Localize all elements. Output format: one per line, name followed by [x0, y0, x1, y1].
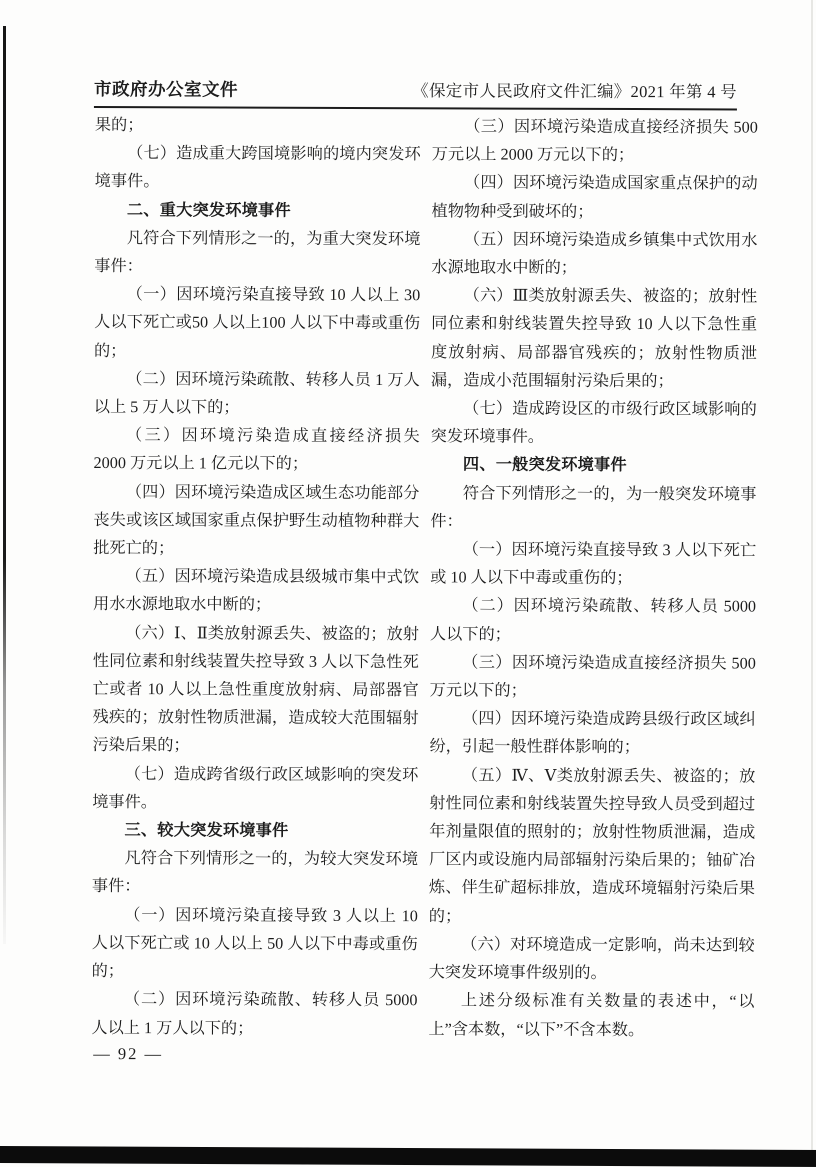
paragraph: （一）因环境污染直接导致 3 人以上 10 人以下死亡或 10 人以上 50 人以下中毒或重伤的；: [91, 905, 418, 981]
paragraph: （五）因环境污染造成乡镇集中式饮用水水源地取水中断的；: [431, 230, 758, 277]
bottom-scan-band: [0, 1146, 816, 1167]
paragraph: （二）因环境污染疏散、转移人员 5000 人以上 1 万人以下的；: [91, 990, 418, 1038]
paragraph: （三）因环境污染造成直接经济损失 2000 万元以上 1 亿元以下的；: [93, 426, 420, 474]
paragraph: （六）Ⅰ、Ⅱ类放射源丢失、被盗的；放射性同位素和射线装置失控导致 3 人以下急性死亡或者 10 人以上急性重度放射病、局部器官残疾的；放射性物质泄漏，造成较大范围辐射污染后果的；: [92, 623, 419, 755]
page-header: [94, 76, 737, 110]
paragraph: （四）因环境污染造成跨县级行政区域纠纷，引起一般性群体影响的；: [429, 709, 756, 757]
paragraph: 凡符合下列情形之一的，为较大突发环境事件：: [91, 849, 419, 896]
paragraph: （一）因环境污染直接导致 3 人以下死亡或 10 人以下中毒或重伤的；: [430, 540, 757, 588]
publication-title: 《保定市人民政府文件汇编》2021 年第 4 号: [412, 81, 738, 102]
paragraph: （二）因环境污染疏散、转移人员 1 万人以上 5 万人以下的；: [93, 369, 420, 417]
paragraph: （四）因环境污染造成区域生态功能部分丧失或该区域国家重点保护野生动植物种群大批死亡的；: [93, 482, 420, 558]
page-number: — 92 —: [93, 1043, 164, 1064]
paragraph: （三）因环境污染造成直接经济损失 500 万元以上 2000 万元以下的；: [431, 117, 758, 165]
right-column: [428, 112, 758, 1044]
paragraph: （七）造成跨设区的市级行政区域影响的突发环境事件。: [430, 399, 757, 446]
left-column: [91, 111, 421, 1043]
document-type-label: 市政府办公室文件: [93, 79, 239, 101]
section-heading: 四、一般突发环境事件: [462, 454, 627, 475]
paragraph: （四）因环境污染造成国家重点保护的动植物物种受到破坏的；: [431, 173, 758, 221]
paragraph: 上述分级标准有关数量的表述中，“以上”含本数，“以下”不含本数。: [428, 991, 755, 1039]
text-columns: [91, 111, 758, 1044]
paragraph: （五）因环境污染造成县级城市集中式饮用水水源地取水中断的；: [92, 567, 420, 615]
paragraph: 符合下列情形之一的，为一般突发环境事件：: [430, 484, 757, 531]
section-heading: 三、较大突发环境事件: [124, 820, 289, 840]
paragraph: （七）造成跨省级行政区域影响的突发环境事件。: [92, 764, 419, 812]
paragraph: （一）因环境污染直接导致 10 人以上 30 人以下死亡或50 人以上100 人以下中毒或重伤的；: [93, 285, 421, 360]
paragraph: （七）造成重大跨国境影响的境内突发环境事件。: [94, 144, 421, 191]
paragraph: 果的；: [94, 115, 144, 135]
paragraph: （六）Ⅲ类放射源丢失、被盗的；放射性同位素和射线装置失控导致 10 人以下急性重度放射病、局部器官残疾的；放射性物质泄漏，造成小范围辐射污染后果的；: [430, 286, 758, 391]
paragraph: 凡符合下列情形之一的，为重大突发环境事件：: [94, 228, 421, 276]
paragraph: （五）Ⅳ、Ⅴ类放射源丢失、被盗的；放射性同位素和射线装置失控导致人员受到超过年剂量限值的照射的；放射性物质泄漏，造成厂区内或设施内局部辐射污染后果的；铀矿冶炼、伴生矿超标排放，造成环境辐射污染后果的；: [428, 766, 756, 926]
paragraph: （二）因环境污染疏散、转移人员 5000 人以下的；: [429, 596, 757, 644]
paragraph: （三）因环境污染造成直接经济损失 500 万元以下的；: [429, 653, 756, 700]
section-heading: 二、重大突发环境事件: [126, 199, 291, 220]
paragraph: （六）对环境造成一定影响，尚未达到较大突发环境事件级别的。: [428, 935, 755, 983]
